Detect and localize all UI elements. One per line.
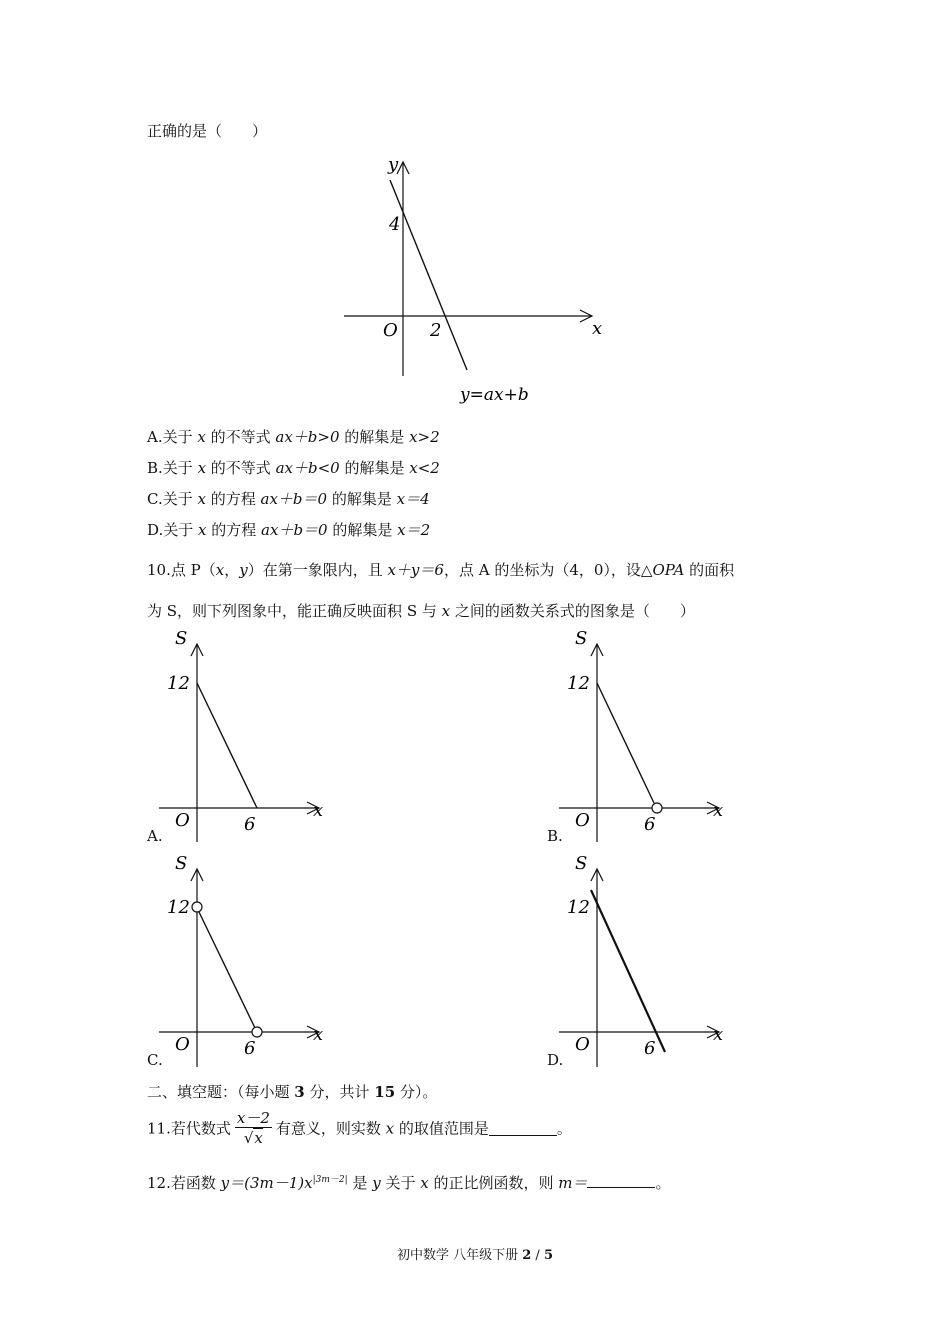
option-text: 的不等式 bbox=[205, 428, 276, 446]
graph-c-x-label: x bbox=[313, 1024, 324, 1045]
q11 bbox=[147, 1109, 572, 1148]
option-text: 的解集是 bbox=[339, 459, 410, 477]
q9-line-label: y=ax+b bbox=[460, 385, 529, 405]
option-expr: ax＋b<0 bbox=[275, 459, 340, 477]
graph-c-line bbox=[199, 912, 255, 1028]
q11-answer-blank[interactable] bbox=[489, 1121, 557, 1136]
graph-d-x-tick: 6 bbox=[644, 1038, 656, 1059]
page-footer bbox=[0, 1244, 950, 1263]
graph-d-label: D. bbox=[547, 1051, 564, 1069]
q10-text: ，点 A 的坐标为（4，0），设△ bbox=[443, 561, 653, 579]
graph-a-origin-label: O bbox=[175, 810, 190, 831]
option-answer: x＝4 bbox=[396, 490, 430, 508]
option-var: x bbox=[197, 459, 207, 477]
q12-text: 的正比例函数，则 bbox=[428, 1174, 559, 1192]
graph-a-label: A. bbox=[147, 827, 163, 845]
q10-graph-c bbox=[147, 845, 347, 1070]
q10-graph-d bbox=[547, 845, 747, 1070]
q11-denominator: √x bbox=[243, 1129, 263, 1147]
section2-heading bbox=[147, 1082, 437, 1102]
footer-separator: / bbox=[531, 1248, 544, 1263]
option-text: 的方程 bbox=[206, 521, 262, 539]
graph-b-x-label: x bbox=[713, 800, 724, 821]
graph-a-y-tick: 12 bbox=[167, 673, 190, 694]
graph-b-line bbox=[597, 683, 654, 803]
q12-exponent: |3m－2| bbox=[312, 1175, 348, 1185]
graph-b-label: B. bbox=[547, 827, 563, 845]
q9-option-d bbox=[147, 520, 430, 540]
option-text: 的方程 bbox=[205, 490, 261, 508]
heading-total: 15 bbox=[374, 1083, 396, 1101]
q10-graph-b bbox=[547, 620, 747, 845]
graph-c-x-tick: 6 bbox=[244, 1038, 256, 1059]
q9-option-b bbox=[147, 458, 440, 478]
option-var: x bbox=[197, 428, 206, 446]
q9-origin-label: O bbox=[383, 320, 398, 341]
graph-a-x-label: x bbox=[313, 800, 324, 821]
graph-d-y-tick: 12 bbox=[567, 897, 590, 918]
option-text: 的解集是 bbox=[327, 490, 397, 508]
q12-m: m＝ bbox=[558, 1174, 588, 1192]
graph-c-s-label: S bbox=[175, 853, 188, 874]
q10-stem-line2 bbox=[147, 601, 695, 621]
q12-answer-blank[interactable] bbox=[587, 1173, 655, 1188]
graph-b-open-point bbox=[652, 803, 662, 813]
option-expr: ax＋b＝0 bbox=[261, 521, 328, 539]
q12 bbox=[147, 1170, 670, 1193]
option-answer: x>2 bbox=[409, 428, 440, 446]
q11-text: 有意义，则实数 bbox=[275, 1119, 386, 1138]
option-answer: x<2 bbox=[409, 459, 440, 477]
q9-function-line bbox=[390, 180, 467, 370]
option-text: 的解集是 bbox=[327, 521, 398, 539]
q9-y-intercept-label: 4 bbox=[389, 214, 401, 235]
q9-option-a bbox=[147, 427, 440, 447]
footer-text: 初中数学 八年级下册 bbox=[396, 1248, 523, 1263]
graph-c-origin-label: O bbox=[175, 1034, 190, 1055]
heading-text: 二、填空题：（每小题 bbox=[147, 1083, 295, 1101]
q11-radicand: x bbox=[254, 1129, 263, 1147]
q11-var: x bbox=[385, 1119, 395, 1138]
q12-text: 。 bbox=[655, 1174, 671, 1192]
graph-c-open-point-top bbox=[192, 902, 202, 912]
option-text: D.关于 bbox=[147, 521, 199, 539]
option-text: A.关于 bbox=[147, 428, 198, 446]
q10-var: x bbox=[215, 561, 225, 579]
q10-graph-a bbox=[147, 620, 347, 845]
q12-function: y＝(3m－1)x bbox=[220, 1174, 313, 1192]
q11-text: 的取值范围是 bbox=[394, 1119, 489, 1138]
option-var: x bbox=[197, 490, 206, 508]
q10-text: 的面积 bbox=[684, 561, 735, 579]
footer-total-pages: 5 bbox=[543, 1248, 553, 1263]
q10-var: x bbox=[441, 602, 451, 620]
graph-d-x-label: x bbox=[713, 1024, 724, 1045]
q12-var: y bbox=[372, 1174, 381, 1192]
graph-c-label: C. bbox=[147, 1051, 163, 1069]
option-text: C.关于 bbox=[147, 490, 198, 508]
q11-text: 11.若代数式 bbox=[147, 1119, 231, 1138]
graph-d-line bbox=[591, 890, 665, 1052]
q12-var: x bbox=[420, 1174, 429, 1192]
q11-fraction bbox=[235, 1109, 272, 1148]
q10-text: 为 S，则下列图象中，能正确反映面积 S 与 bbox=[147, 602, 442, 620]
heading-points: 3 bbox=[294, 1083, 305, 1101]
option-answer: x＝2 bbox=[397, 521, 431, 539]
q9-graph bbox=[330, 148, 620, 413]
graph-d-s-label: S bbox=[575, 853, 588, 874]
q10-triangle-name: OPA bbox=[652, 561, 685, 579]
q9-x-intercept-label: 2 bbox=[430, 320, 442, 341]
heading-text: 分，共计 bbox=[304, 1083, 375, 1101]
graph-c-y-tick: 12 bbox=[167, 897, 190, 918]
option-var: x bbox=[198, 521, 207, 539]
graph-c-open-point-bottom bbox=[252, 1027, 262, 1037]
option-text: 的不等式 bbox=[206, 459, 276, 477]
footer-page-number: 2 bbox=[522, 1248, 532, 1263]
graph-b-x-tick: 6 bbox=[644, 814, 656, 835]
graph-a-line bbox=[197, 683, 257, 808]
graph-c-svg bbox=[147, 845, 347, 1070]
graph-b-origin-label: O bbox=[575, 810, 590, 831]
q10-text: 10.点 P（ bbox=[147, 561, 216, 579]
graph-d-svg bbox=[547, 845, 747, 1070]
graph-a-svg bbox=[147, 620, 347, 845]
graph-b-svg bbox=[547, 620, 747, 845]
q12-text: 关于 bbox=[380, 1174, 421, 1192]
q10-text: 之间的函数关系式的图象是（ ） bbox=[450, 602, 695, 620]
q10-text: ， bbox=[224, 561, 240, 579]
graph-a-s-label: S bbox=[175, 628, 188, 649]
option-text: 的解集是 bbox=[339, 428, 410, 446]
q9-y-label: y bbox=[388, 154, 399, 175]
q10-var: y bbox=[239, 561, 248, 579]
q9-x-label: x bbox=[592, 318, 603, 339]
q11-numerator: x－2 bbox=[236, 1109, 270, 1127]
option-expr: ax＋b＝0 bbox=[260, 490, 328, 508]
q9-tail-text: 正确的是（ ） bbox=[147, 122, 268, 140]
q10-stem-line1 bbox=[147, 560, 734, 580]
option-expr: ax＋b>0 bbox=[275, 428, 340, 446]
option-text: B.关于 bbox=[147, 459, 198, 477]
q12-text: 12.若函数 bbox=[147, 1174, 221, 1192]
q11-text: 。 bbox=[556, 1119, 572, 1138]
q9-option-c bbox=[147, 489, 430, 509]
q10-text: ）在第一象限内，且 bbox=[247, 561, 388, 579]
graph-b-y-tick: 12 bbox=[567, 673, 590, 694]
q12-text: 是 bbox=[347, 1174, 373, 1192]
graph-d-origin-label: O bbox=[575, 1034, 590, 1055]
q10-equation: x＋y＝6 bbox=[387, 561, 444, 579]
graph-a-x-tick: 6 bbox=[244, 814, 256, 835]
heading-text: 分）。 bbox=[395, 1083, 438, 1101]
graph-b-s-label: S bbox=[575, 628, 588, 649]
